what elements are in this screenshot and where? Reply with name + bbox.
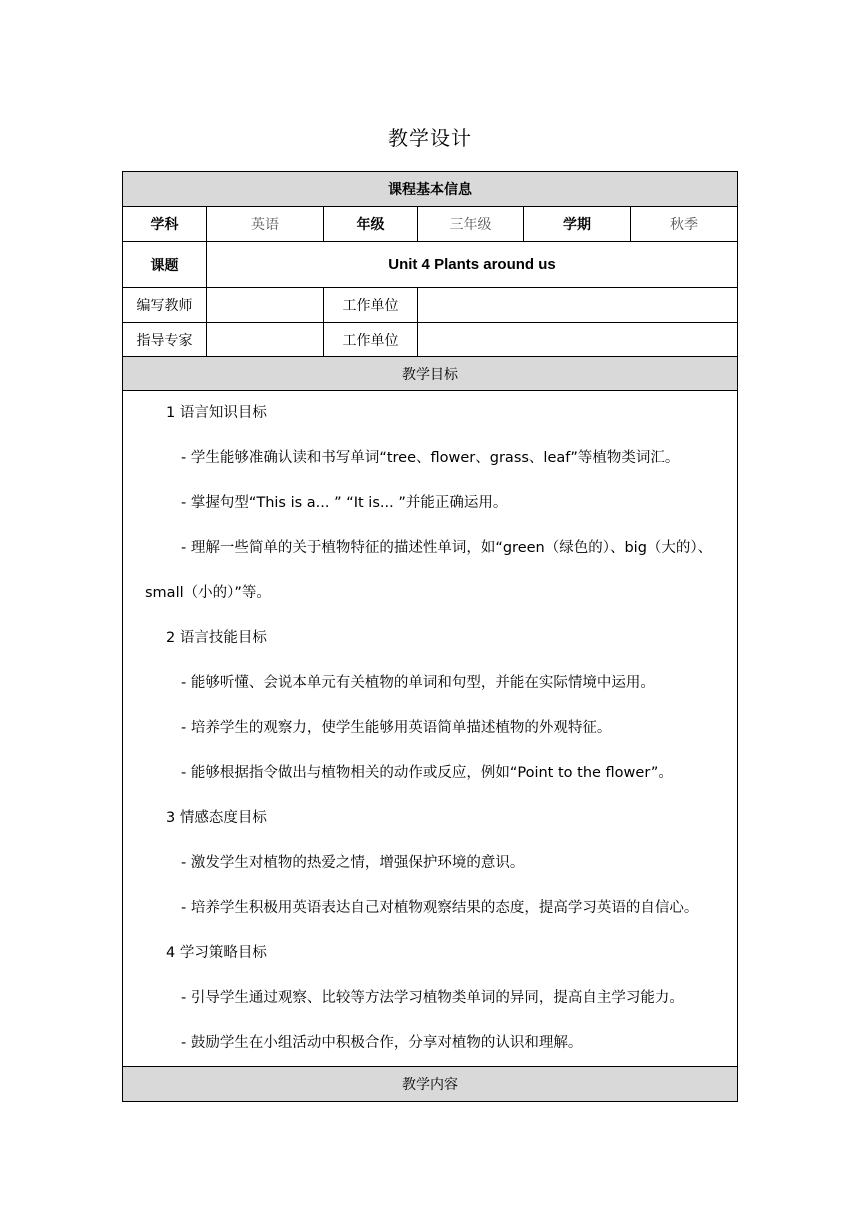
objective-heading: 4 学习策略目标: [166, 945, 267, 961]
objective-item: - 掌握句型“This is a... ” “It is... ”并能正确运用。: [181, 495, 508, 511]
teacher-row: [123, 288, 737, 323]
grade-label: 年级: [324, 207, 418, 241]
grade-value: 三年级: [418, 207, 524, 241]
work-unit-value: [418, 288, 737, 322]
objective-heading: 2 语言技能目标: [166, 630, 267, 646]
objectives-body: [123, 391, 737, 1067]
objective-item: - 学生能够准确认读和书写单词“tree、flower、grass、leaf”等植物类词汇。: [181, 450, 680, 466]
objective-item: - 理解一些简单的关于植物特征的描述性单词，如“green（绿色的）、big（大的）、small（小的）”等。: [145, 540, 713, 601]
objective-item: - 鼓励学生在小组活动中积极合作，分享对植物的认识和理解。: [181, 1035, 583, 1051]
objective-item: - 能够根据指令做出与植物相关的动作或反应，例如“Point to the flower”。: [181, 765, 673, 781]
work-unit-value: [418, 323, 737, 356]
teacher-value: [207, 288, 324, 322]
content-header-row: [123, 1067, 737, 1101]
subject-grade-term-row: [123, 207, 737, 242]
lesson-plan-table: [122, 171, 738, 1102]
objective-item: - 激发学生对植物的热爱之情，增强保护环境的意识。: [181, 855, 525, 871]
document-title: 教学设计: [388, 126, 472, 150]
subject-value: 英语: [207, 207, 324, 241]
work-unit-label: 工作单位: [324, 288, 418, 322]
teacher-label: 编写教师: [123, 288, 207, 322]
expert-value: [207, 323, 324, 356]
expert-label: 指导专家: [123, 323, 207, 356]
basic-info-header: 课程基本信息: [123, 172, 737, 206]
objective-item: - 培养学生积极用英语表达自己对植物观察结果的态度，提高学习英语的自信心。: [181, 900, 699, 916]
basic-info-header-row: [123, 172, 737, 207]
objective-item: - 培养学生的观察力，使学生能够用英语简单描述植物的外观特征。: [181, 720, 612, 736]
expert-row: [123, 323, 737, 357]
topic-label: 课题: [123, 242, 207, 287]
objective-item: - 能够听懂、会说本单元有关植物的单词和句型，并能在实际情境中运用。: [181, 675, 655, 691]
content-header: 教学内容: [123, 1067, 737, 1101]
objectives-header: 教学目标: [123, 357, 737, 390]
subject-label: 学科: [123, 207, 207, 241]
topic-value: Unit 4 Plants around us: [388, 256, 556, 273]
objective-heading: 1 语言知识目标: [166, 405, 267, 421]
work-unit-label: 工作单位: [324, 323, 418, 356]
objective-heading: 3 情感态度目标: [166, 810, 267, 826]
objective-item: - 引导学生通过观察、比较等方法学习植物类单词的异同，提高自主学习能力。: [181, 990, 684, 1006]
term-value: 秋季: [670, 217, 698, 233]
term-label: 学期: [524, 207, 631, 241]
objectives-header-row: [123, 357, 737, 391]
topic-row: [123, 242, 737, 288]
